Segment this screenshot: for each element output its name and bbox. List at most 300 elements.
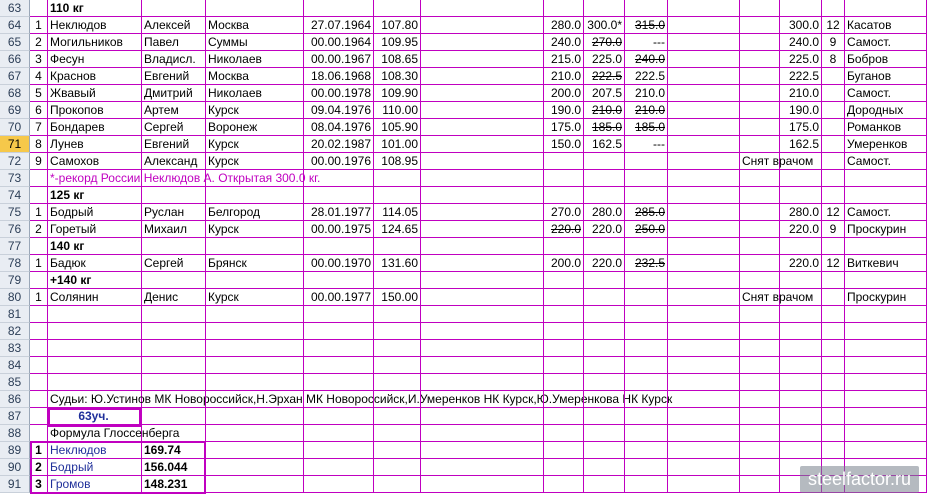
row-header[interactable]: 70 [0, 119, 30, 136]
cell[interactable] [822, 170, 845, 187]
cell[interactable] [780, 0, 822, 17]
cell[interactable]: 108.95 [374, 153, 421, 170]
cell[interactable] [822, 102, 845, 119]
cell[interactable]: 220.0 [780, 255, 822, 272]
cell[interactable] [584, 442, 625, 459]
cell[interactable]: 315.0 [625, 17, 668, 34]
cell[interactable] [544, 425, 584, 442]
cell[interactable]: 124.65 [374, 221, 421, 238]
cell[interactable] [822, 136, 845, 153]
cell[interactable] [544, 459, 584, 476]
cell[interactable] [822, 238, 845, 255]
cell[interactable] [374, 0, 421, 17]
cell[interactable] [48, 306, 142, 323]
cell[interactable] [304, 238, 374, 255]
cell[interactable] [625, 357, 668, 374]
cell[interactable] [780, 408, 822, 425]
row-header[interactable]: 77 [0, 238, 30, 255]
cell[interactable]: Денис [142, 289, 206, 306]
cell[interactable] [142, 425, 206, 442]
cell[interactable]: 2 [30, 34, 48, 51]
cell[interactable] [625, 306, 668, 323]
cell[interactable] [421, 34, 544, 51]
cell[interactable] [822, 408, 845, 425]
cell[interactable] [304, 187, 374, 204]
cell[interactable]: 280.0 [780, 204, 822, 221]
cell[interactable] [374, 170, 421, 187]
cell[interactable] [142, 391, 206, 408]
cell[interactable] [668, 374, 740, 391]
row-header[interactable]: 91 [0, 476, 30, 493]
cell[interactable]: 285.0 [625, 204, 668, 221]
cell[interactable] [625, 289, 668, 306]
cell[interactable] [206, 374, 304, 391]
cell[interactable]: Бодрый [48, 459, 142, 476]
cell[interactable] [48, 374, 142, 391]
cell[interactable]: 232.5 [625, 255, 668, 272]
cell[interactable] [740, 425, 780, 442]
cell[interactable]: 18.06.1968 [304, 68, 374, 85]
cell[interactable] [584, 476, 625, 493]
cell[interactable]: Виткевич [845, 255, 927, 272]
cell[interactable] [30, 323, 48, 340]
cell[interactable]: 200.0 [544, 85, 584, 102]
cell[interactable] [584, 289, 625, 306]
cell[interactable] [304, 0, 374, 17]
cell[interactable]: 148.231 [142, 476, 206, 493]
cell[interactable]: 270.0 [584, 34, 625, 51]
cell[interactable]: 210.0 [780, 85, 822, 102]
cell[interactable]: Бодрый [48, 204, 142, 221]
cell[interactable]: +140 кг [48, 272, 142, 289]
cell[interactable] [845, 357, 927, 374]
cell[interactable]: 222.5 [625, 68, 668, 85]
cell[interactable] [668, 102, 740, 119]
row-header[interactable]: 87 [0, 408, 30, 425]
cell[interactable] [374, 306, 421, 323]
row-header[interactable]: 66 [0, 51, 30, 68]
cell[interactable] [374, 408, 421, 425]
cell[interactable]: 00.00.1975 [304, 221, 374, 238]
cell[interactable] [206, 238, 304, 255]
cell[interactable]: Краснов [48, 68, 142, 85]
cell[interactable]: 140 кг [48, 238, 142, 255]
cell[interactable] [822, 323, 845, 340]
cell[interactable]: 220.0 [584, 221, 625, 238]
cell[interactable]: 28.01.1977 [304, 204, 374, 221]
row-header[interactable]: 64 [0, 17, 30, 34]
cell[interactable] [374, 323, 421, 340]
cell[interactable]: Брянск [206, 255, 304, 272]
cell[interactable] [625, 272, 668, 289]
cell[interactable]: --- [625, 34, 668, 51]
cell[interactable] [421, 272, 544, 289]
cell[interactable] [206, 408, 304, 425]
cell[interactable] [421, 102, 544, 119]
cell[interactable]: 8 [822, 51, 845, 68]
row-header[interactable]: 84 [0, 357, 30, 374]
cell[interactable] [304, 391, 374, 408]
cell[interactable] [668, 323, 740, 340]
cell[interactable]: Самост. [845, 34, 927, 51]
cell[interactable]: Умеренков [845, 136, 927, 153]
cell[interactable] [668, 153, 740, 170]
cell[interactable]: 110 кг [48, 0, 142, 17]
cell[interactable] [625, 323, 668, 340]
cell[interactable]: Проскурин [845, 289, 927, 306]
cell[interactable] [584, 187, 625, 204]
cell[interactable] [668, 425, 740, 442]
cell[interactable] [780, 238, 822, 255]
cell[interactable]: 12 [822, 17, 845, 34]
cell[interactable]: Курск [206, 136, 304, 153]
cell[interactable]: 1 [30, 442, 48, 459]
row-header[interactable]: 63 [0, 0, 30, 17]
cell[interactable]: 190.0 [780, 102, 822, 119]
cell[interactable]: 3 [30, 476, 48, 493]
cell[interactable]: Горетый [48, 221, 142, 238]
cell[interactable] [30, 408, 48, 425]
cell[interactable] [421, 425, 544, 442]
cell[interactable]: 220.0 [544, 221, 584, 238]
cell[interactable] [668, 391, 740, 408]
cell[interactable]: 222.5 [584, 68, 625, 85]
cell[interactable]: 185.0 [584, 119, 625, 136]
cell[interactable]: Касатов [845, 17, 927, 34]
cell[interactable]: 185.0 [625, 119, 668, 136]
cell[interactable] [206, 357, 304, 374]
cell[interactable] [142, 170, 206, 187]
cell[interactable] [740, 68, 780, 85]
cell[interactable] [30, 272, 48, 289]
cell[interactable]: 1 [30, 204, 48, 221]
cell[interactable]: 215.0 [544, 51, 584, 68]
cell[interactable] [30, 425, 48, 442]
cell[interactable] [421, 289, 544, 306]
cell[interactable] [740, 238, 780, 255]
cell[interactable] [142, 306, 206, 323]
cell[interactable]: Курск [206, 221, 304, 238]
cell[interactable] [822, 0, 845, 17]
cell[interactable]: 110.00 [374, 102, 421, 119]
cell[interactable] [304, 272, 374, 289]
cell[interactable] [584, 340, 625, 357]
cell[interactable]: Снят врачом [742, 290, 814, 304]
cell[interactable]: 105.90 [374, 119, 421, 136]
cell[interactable] [544, 323, 584, 340]
cell[interactable] [421, 170, 544, 187]
cell[interactable]: Евгений [142, 136, 206, 153]
cell[interactable]: 210.0 [625, 102, 668, 119]
cell[interactable] [584, 170, 625, 187]
cell[interactable]: Москва [206, 17, 304, 34]
cell[interactable] [668, 204, 740, 221]
cell[interactable]: 3 [30, 51, 48, 68]
cell[interactable] [780, 187, 822, 204]
row-header[interactable]: 88 [0, 425, 30, 442]
cell[interactable] [142, 408, 206, 425]
cell[interactable] [374, 357, 421, 374]
cell[interactable] [584, 306, 625, 323]
cell[interactable] [780, 306, 822, 323]
cell[interactable]: 2 [30, 221, 48, 238]
cell[interactable] [845, 374, 927, 391]
cell[interactable] [421, 187, 544, 204]
cell[interactable] [740, 119, 780, 136]
cell[interactable] [30, 0, 48, 17]
cell[interactable] [304, 340, 374, 357]
cell[interactable]: 00.00.1977 [304, 289, 374, 306]
cell[interactable] [845, 170, 927, 187]
cell[interactable]: Лунев [48, 136, 142, 153]
cell[interactable] [374, 238, 421, 255]
cell[interactable]: 6 [30, 102, 48, 119]
cell[interactable] [304, 170, 374, 187]
cell[interactable] [780, 391, 822, 408]
cell[interactable] [142, 0, 206, 17]
cell[interactable]: 12 [822, 204, 845, 221]
cell[interactable]: 8 [30, 136, 48, 153]
cell[interactable]: 240.0 [625, 51, 668, 68]
row-header[interactable]: 79 [0, 272, 30, 289]
cell[interactable] [206, 323, 304, 340]
cell[interactable]: 2 [30, 459, 48, 476]
cell[interactable]: 175.0 [544, 119, 584, 136]
cell[interactable]: 20.02.1987 [304, 136, 374, 153]
cell[interactable]: 1 [30, 289, 48, 306]
cell[interactable]: Курск [206, 153, 304, 170]
cell[interactable] [780, 170, 822, 187]
row-header[interactable]: 75 [0, 204, 30, 221]
cell[interactable] [304, 323, 374, 340]
cell[interactable] [584, 0, 625, 17]
row-header[interactable]: 83 [0, 340, 30, 357]
cell[interactable]: 150.0 [544, 136, 584, 153]
cell[interactable]: 125 кг [48, 187, 142, 204]
cell[interactable] [740, 187, 780, 204]
cell[interactable] [740, 170, 780, 187]
cell[interactable] [845, 425, 927, 442]
cell[interactable] [668, 238, 740, 255]
cell[interactable]: 300.0* [584, 17, 625, 34]
cell[interactable] [206, 391, 304, 408]
row-header[interactable]: 72 [0, 153, 30, 170]
cell[interactable]: 300.0 [780, 17, 822, 34]
row-header[interactable]: 69 [0, 102, 30, 119]
cell[interactable] [544, 340, 584, 357]
cell[interactable] [822, 340, 845, 357]
cell[interactable]: Николаев [206, 51, 304, 68]
cell[interactable] [625, 153, 668, 170]
cell[interactable]: Воронеж [206, 119, 304, 136]
cell[interactable] [740, 459, 780, 476]
cell[interactable]: Сергей [142, 255, 206, 272]
cell[interactable] [668, 136, 740, 153]
cell[interactable] [668, 17, 740, 34]
cell[interactable]: 109.95 [374, 34, 421, 51]
cell[interactable] [625, 391, 668, 408]
row-header[interactable]: 90 [0, 459, 30, 476]
cell[interactable]: 131.60 [374, 255, 421, 272]
cell[interactable]: Могильников [48, 34, 142, 51]
cell[interactable]: Евгений [142, 68, 206, 85]
cell[interactable] [740, 357, 780, 374]
cell[interactable] [740, 102, 780, 119]
cell[interactable] [30, 340, 48, 357]
cell[interactable] [421, 238, 544, 255]
cell[interactable] [822, 153, 845, 170]
cell[interactable] [740, 51, 780, 68]
cell[interactable] [584, 272, 625, 289]
cell[interactable] [142, 374, 206, 391]
cell[interactable]: 210.0 [625, 85, 668, 102]
cell[interactable] [740, 0, 780, 17]
cell[interactable] [374, 425, 421, 442]
cell[interactable] [625, 0, 668, 17]
cell[interactable] [304, 408, 374, 425]
row-header[interactable]: 65 [0, 34, 30, 51]
row-header[interactable]: 73 [0, 170, 30, 187]
cell[interactable]: 1 [30, 255, 48, 272]
cell[interactable]: 210.0 [584, 102, 625, 119]
cell[interactable] [668, 289, 740, 306]
cell[interactable]: 101.00 [374, 136, 421, 153]
cell[interactable] [304, 476, 374, 493]
cell[interactable] [822, 68, 845, 85]
cell[interactable] [544, 187, 584, 204]
cell[interactable] [668, 221, 740, 238]
cell[interactable]: 9 [822, 34, 845, 51]
cell[interactable] [822, 374, 845, 391]
cell[interactable] [584, 391, 625, 408]
cell[interactable]: 280.0 [544, 17, 584, 34]
cell[interactable] [625, 408, 668, 425]
cell[interactable] [374, 187, 421, 204]
cell[interactable] [206, 442, 304, 459]
cell[interactable] [740, 136, 780, 153]
cell[interactable] [421, 408, 544, 425]
cell[interactable]: 207.5 [584, 85, 625, 102]
cell[interactable] [845, 272, 927, 289]
cell[interactable] [668, 459, 740, 476]
cell[interactable]: 162.5 [780, 136, 822, 153]
cell[interactable] [421, 323, 544, 340]
cell[interactable]: Громов [48, 476, 142, 493]
cell[interactable] [668, 85, 740, 102]
cell[interactable]: 114.05 [374, 204, 421, 221]
cell[interactable] [845, 187, 927, 204]
cell[interactable]: Белгород [206, 204, 304, 221]
cell[interactable]: 150.00 [374, 289, 421, 306]
cell[interactable] [845, 391, 927, 408]
cell[interactable] [421, 221, 544, 238]
cell[interactable]: Сергей [142, 119, 206, 136]
cell[interactable] [584, 357, 625, 374]
cell[interactable]: Николаев [206, 85, 304, 102]
cell[interactable]: Михаил [142, 221, 206, 238]
cell[interactable] [668, 272, 740, 289]
cell[interactable] [625, 170, 668, 187]
cell[interactable] [421, 391, 544, 408]
cell[interactable] [625, 425, 668, 442]
cell[interactable]: 156.044 [142, 459, 206, 476]
cell[interactable] [740, 34, 780, 51]
cell[interactable] [845, 323, 927, 340]
cell[interactable] [822, 119, 845, 136]
cell[interactable] [421, 119, 544, 136]
cell[interactable] [845, 0, 927, 17]
cell[interactable] [544, 170, 584, 187]
cell[interactable]: 00.00.1964 [304, 34, 374, 51]
cell[interactable] [780, 442, 822, 459]
cell[interactable] [668, 255, 740, 272]
row-header[interactable]: 78 [0, 255, 30, 272]
cell[interactable] [544, 238, 584, 255]
cell[interactable] [142, 323, 206, 340]
cell[interactable]: Руслан [142, 204, 206, 221]
cell[interactable]: 7 [30, 119, 48, 136]
cell[interactable] [374, 391, 421, 408]
cell[interactable]: 240.0 [544, 34, 584, 51]
cell[interactable]: Формула Глоссенберга [50, 426, 180, 440]
cell[interactable] [668, 187, 740, 204]
cell[interactable]: 225.0 [584, 51, 625, 68]
cell[interactable] [668, 306, 740, 323]
cell[interactable] [668, 170, 740, 187]
cell[interactable]: 9 [30, 153, 48, 170]
cell[interactable] [206, 170, 304, 187]
cell[interactable]: 250.0 [625, 221, 668, 238]
cell[interactable] [780, 425, 822, 442]
cell[interactable]: Неклюдов [48, 17, 142, 34]
cell[interactable] [740, 340, 780, 357]
cell[interactable]: 210.0 [544, 68, 584, 85]
cell[interactable] [544, 476, 584, 493]
cell[interactable] [780, 323, 822, 340]
cell[interactable] [668, 51, 740, 68]
cell[interactable] [845, 306, 927, 323]
cell[interactable]: Снят врачом [742, 154, 814, 168]
cell[interactable] [740, 255, 780, 272]
cell[interactable]: 220.0 [584, 255, 625, 272]
cell[interactable] [780, 153, 822, 170]
cell[interactable] [304, 374, 374, 391]
row-header[interactable]: 74 [0, 187, 30, 204]
cell[interactable]: 08.04.1976 [304, 119, 374, 136]
row-header[interactable]: 80 [0, 289, 30, 306]
cell[interactable]: Самост. [845, 204, 927, 221]
cell[interactable] [740, 204, 780, 221]
cell[interactable]: 27.07.1964 [304, 17, 374, 34]
cell[interactable]: Павел [142, 34, 206, 51]
row-header[interactable]: 81 [0, 306, 30, 323]
cell[interactable]: 190.0 [544, 102, 584, 119]
cell[interactable] [740, 391, 780, 408]
cell[interactable] [822, 85, 845, 102]
cell[interactable] [421, 68, 544, 85]
cell[interactable] [845, 442, 927, 459]
cell[interactable]: Бадюк [48, 255, 142, 272]
cell[interactable] [304, 425, 374, 442]
cell[interactable]: 175.0 [780, 119, 822, 136]
cell[interactable] [30, 306, 48, 323]
cell[interactable] [584, 323, 625, 340]
cell[interactable] [374, 476, 421, 493]
cell[interactable] [421, 85, 544, 102]
cell[interactable]: Курск [206, 102, 304, 119]
cell[interactable]: Дородных [845, 102, 927, 119]
cell[interactable] [374, 340, 421, 357]
